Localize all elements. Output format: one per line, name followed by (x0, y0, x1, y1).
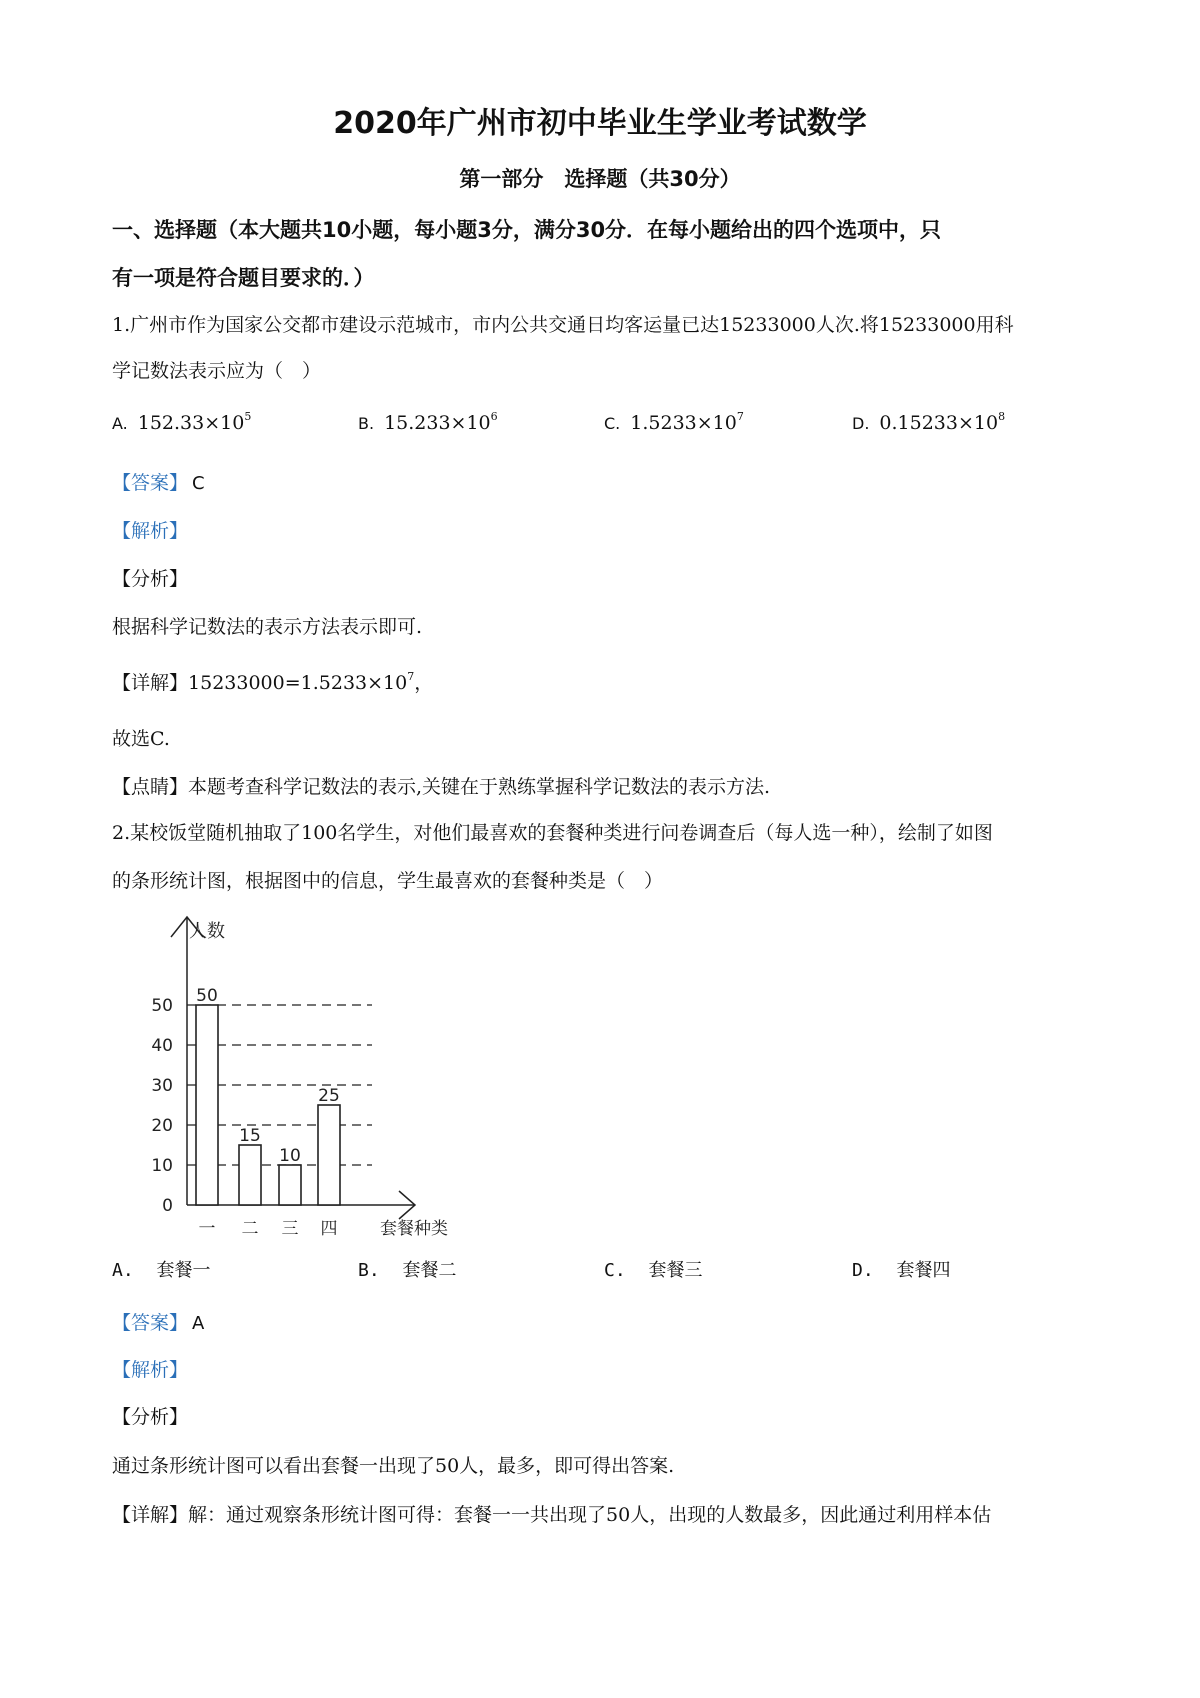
answer-value: C (192, 473, 205, 494)
option-exponent: 6 (490, 410, 498, 423)
bar (196, 1005, 218, 1205)
q2-fenxi-text: 通过条形统计图可以看出套餐一出现了50人，最多，即可得出答案. (112, 1455, 675, 1477)
option-value: 152.33×10 (137, 412, 245, 434)
y-axis-label: 人数 (189, 921, 225, 942)
xiangjie-text: 解：通过观察条形统计图可得：套餐一一共出现了50人，出现的人数最多，因此通过利用样本估 (188, 1504, 992, 1526)
option-letter: C. (604, 1260, 626, 1281)
data-label: 15 (239, 1126, 261, 1146)
answer-tag: 【答案】 (112, 1312, 189, 1334)
category-label: 四 (320, 1219, 338, 1239)
category-label: 一 (198, 1219, 216, 1239)
q1-stem-line2: 学记数法表示应为（ ） (112, 360, 322, 382)
dianjing-tag: 【点睛】 (112, 776, 189, 798)
option-text: 套餐四 (896, 1260, 951, 1281)
option-letter: D. (852, 414, 870, 433)
xiangjie-tag: 【详解】 (112, 672, 189, 694)
bar (239, 1145, 261, 1205)
bar (279, 1165, 301, 1205)
q1-option-c (604, 410, 744, 434)
xiangjie-pre: 15233000= (188, 672, 301, 694)
q1-guxuan: 故选C. (112, 728, 170, 750)
y-tick-label: 30 (151, 1076, 173, 1096)
section-heading-line1: 一、选择题（本大题共10小题，每小题3分，满分30分．在每小题给出的四个选项中，只 (112, 218, 942, 242)
option-text: 套餐三 (648, 1260, 703, 1281)
q1-fenxi-tag: 【分析】 (112, 568, 189, 590)
page-title: 2020年广州市初中毕业生学业考试数学 (333, 106, 867, 141)
option-letter: A. (112, 1260, 134, 1281)
xiangjie-math: 1.5233×10 (300, 672, 408, 694)
option-text: 套餐二 (402, 1260, 457, 1281)
category-label: 三 (281, 1219, 299, 1239)
y-tick-label: 50 (151, 996, 173, 1016)
dianjing-text: 本题考查科学记数法的表示,关键在于熟练掌握科学记数法的表示方法. (188, 776, 771, 798)
option-value: 0.15233×10 (879, 412, 999, 434)
q1-xiangjie (112, 668, 433, 695)
option-exponent: 5 (244, 410, 252, 423)
option-exponent: 8 (998, 410, 1006, 423)
xiangjie-tag: 【详解】 (112, 1504, 189, 1526)
q2-stem-line1: 2.某校饭堂随机抽取了100名学生，对他们最喜欢的套餐种类进行问卷调查后（每人选一种），绘制了如图 (112, 822, 993, 844)
section-heading-line2: 有一项是符合题目要求的．） (112, 266, 375, 290)
q2-xiangjie (112, 1500, 991, 1527)
q1-option-b (358, 410, 498, 434)
part-title: 第一部分 选择题（共30分） (459, 167, 741, 191)
q2-option-c (604, 1256, 703, 1282)
bar-chart (140, 905, 480, 1245)
xiangjie-post: ， (414, 672, 434, 694)
y-tick-label: 40 (151, 1036, 173, 1056)
q2-option-b (358, 1256, 457, 1282)
option-letter: D. (852, 1260, 874, 1281)
option-value: 15.233×10 (384, 412, 491, 434)
q2-jiexi-tag: 【解析】 (112, 1359, 189, 1381)
q2-fenxi-tag: 【分析】 (112, 1406, 189, 1428)
category-label: 二 (241, 1219, 259, 1239)
xiangjie-exponent: 7 (407, 670, 415, 683)
answer-value: A (192, 1313, 205, 1334)
q2-stem-line2: 的条形统计图，根据图中的信息，学生最喜欢的套餐种类是（ ） (112, 870, 664, 892)
data-label: 10 (279, 1146, 301, 1166)
option-value: 1.5233×10 (630, 412, 737, 434)
q1-jiexi-tag: 【解析】 (112, 520, 189, 542)
answer-tag: 【答案】 (112, 472, 189, 494)
q1-dianjing (112, 772, 770, 799)
q1-option-d (852, 410, 1005, 434)
x-axis-label: 套餐种类 (380, 1219, 448, 1239)
y-tick-label: 10 (151, 1156, 173, 1176)
q1-stem-line1: 1.广州市作为国家公交都市建设示范城市，市内公共交通日均客运量已达15233000人次.将15233000用科 (112, 314, 1014, 336)
bar (318, 1105, 340, 1205)
option-letter: C. (604, 414, 621, 433)
q1-option-a (112, 410, 251, 434)
q1-fenxi-text: 根据科学记数法的表示方法表示即可. (112, 616, 423, 638)
q1-answer (112, 468, 205, 495)
option-letter: B. (358, 414, 375, 433)
option-letter: A. (112, 414, 128, 433)
y-tick-label: 20 (151, 1116, 173, 1136)
q2-option-a (112, 1256, 211, 1282)
option-text: 套餐一 (156, 1260, 211, 1281)
y-tick-label: 0 (162, 1196, 173, 1216)
q2-answer (112, 1308, 204, 1335)
option-exponent: 7 (736, 410, 744, 423)
data-label: 50 (196, 986, 218, 1006)
data-label: 25 (318, 1086, 340, 1106)
q2-option-d (852, 1256, 951, 1282)
option-letter: B. (358, 1260, 380, 1281)
